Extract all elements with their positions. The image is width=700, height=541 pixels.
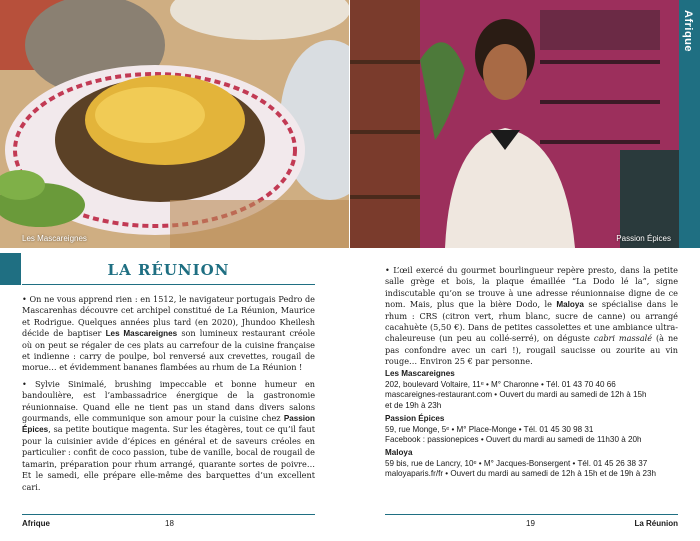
address-line: Facebook : passionepices • Ouvert du mardi au samedi de 11h30 à 20h: [385, 435, 642, 445]
paragraph-text: se spécialise dans le rhum : CRS (citron vert, rhum blanc, sucre de canne) ou arrangé cacahuète (5,50 €). Dans de petites cassolettes et une ambiance ultra-chaleureuse (un peu au collé-serré), on déguste: [385, 299, 679, 344]
address-line: 59, rue Monge, 5ᵉ • M° Place-Monge • Tél. 01 45 30 98 31: [385, 424, 594, 434]
paragraph-text: son lumineux restaurant créole où on peut se régaler de ces plats au carrefour de la cuisine française et indienne : carry de poulpe, bol renversé aux crevettes, rougail de morue… et évidemment bananes flambées au rhum de La Réunion !: [22, 328, 316, 373]
chapter-tab: [679, 0, 700, 248]
page-number-left: 18: [165, 519, 174, 528]
paragraph-mascareignes: [22, 294, 315, 374]
paragraph-text: • L’œil exercé du gourmet bourlingueur repère presto, dans la petite salle grège et bois, la plaque émaillée “La Dodo lé la”, signe indiscutable qu’on se trouve à une adresse réunionnaise digne de ce nom. Mais, plus que la bière Dodo, le: [385, 265, 678, 310]
chapter-tab-label: Afrique: [682, 10, 694, 52]
paragraph-text: • On ne vous apprend rien : en 1512, le navigateur portugais Pedro de Mascarenhas découvre cet archipel constitué de La Réunion, Maurice et Rodrigue. Quelques années plus tard (en 2020), Jhundoo Kheilesh décide de baptiser: [22, 294, 315, 339]
footer-chapter-label: La Réunion: [634, 519, 678, 528]
dish-name: cabri massalé: [593, 333, 653, 344]
address-line: mascareignes-restaurant.com • Ouvert du mardi au samedi de 12h à 15h: [385, 390, 647, 400]
address-line: 202, boulevard Voltaire, 11ᵉ • M° Charonne • Tél. 01 43 70 40 66: [385, 379, 616, 389]
venue-name: Maloya: [556, 300, 584, 310]
page-number-right: 19: [526, 519, 535, 528]
shop-owner-photo: [350, 0, 679, 248]
address-line: 59 bis, rue de Lancry, 10ᵉ • M° Jacques-Bonsergent • Tél. 01 45 26 38 37: [385, 458, 648, 468]
venue-name: Passion Épices: [22, 414, 315, 435]
address-name: Les Mascareignes: [385, 369, 455, 378]
address-name: Maloya: [385, 448, 413, 457]
left-column-text: [22, 294, 315, 498]
footer-section-label: Afrique: [22, 519, 50, 528]
paragraph-text: • Sylvie Sinimalé, brushing impeccable et bonne humeur en bandoulière, est l’ambassadrice énergique de la gastronomie réunionnaise. Quand elle ne tient pas un stand dans divers salons gourmands, elle communique son amour pour la cuisine chez: [22, 378, 315, 424]
paragraph-passion-epices: [22, 379, 315, 493]
section-accent-bar: [0, 253, 21, 285]
paragraph-text: (à ne pas confondre avec un cari !), rougail saucisse ou zourite au vin rouge… Environ 25 € par personne.: [385, 333, 678, 367]
address-name: Passion Épices: [385, 414, 445, 423]
right-column-text: [385, 265, 678, 373]
section-banner: [22, 253, 315, 285]
photo-caption-left: Les Mascareignes: [22, 234, 87, 243]
section-title: LA RÉUNION: [107, 261, 230, 279]
dish-illustration: [0, 0, 349, 248]
paragraph-maloya: [385, 265, 678, 368]
address-block: [385, 414, 678, 446]
dish-photo: [0, 0, 349, 248]
address-block: [385, 448, 678, 480]
venue-name: Les Mascareignes: [105, 329, 178, 339]
footer-rule-right: [385, 514, 678, 515]
shop-illustration: [350, 0, 679, 248]
address-block: [385, 369, 678, 411]
photo-caption-right: Passion Épices: [616, 234, 671, 243]
address-line: et de 19h à 23h: [385, 400, 442, 410]
address-line: maloyaparis.fr/fr • Ouvert du mardi au samedi de 12h à 15h et de 19h à 23h: [385, 469, 656, 479]
footer-rule-left: [22, 514, 315, 515]
paragraph-text: , sa petite boutique magenta. Sur les étagères, tout ce qu’il faut pour la cuisinier avide d’épices en général et de saveurs créoles en particulier : confit de coco passion, tube de vanille, bocal de rougail de tamarin, préparation pour rhum arrangé, quarante sortes de poivre… Et le samedi, elle prépare elle-même des barquettes d’un excellent cari.: [22, 424, 315, 492]
